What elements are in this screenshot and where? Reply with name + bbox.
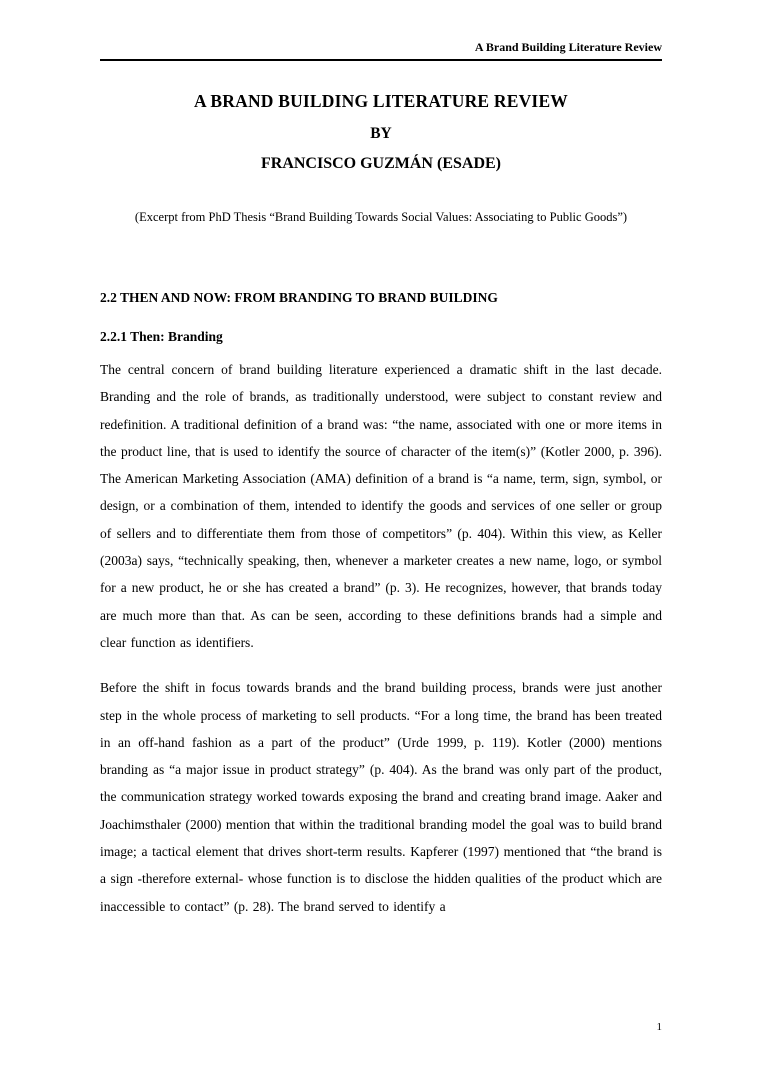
page-header [100,40,662,61]
paragraph-then-branding-1: The central concern of brand building literature experienced a dramatic shift in the last decade. Branding and the role of brands, as traditionally understood, were subject to constant review and redefinition. A traditional definition of a brand was: “the name, associated with one or more items in the product line, that is used to identify the source of character of the item(s)” (Kotler 2000, p. 396). The American Marketing Association (AMA) definition of a brand is “a name, term, sign, symbol, or design, or a combination of them, intended to identify the goods and services of one seller or group of sellers and to differentiate them from those of competitors” (p. 404). Within this view, as Keller (2003a) says, “technically speaking, then, whenever a marketer creates a new name, logo, or symbol for a new product, he or she has created a brand” (p. 3). He recognizes, however, that brands today are much more than that. As can be seen, according to these definitions brands had a simple and clear function as identifiers. [100,362,662,650]
document-title: A BRAND BUILDING LITERATURE REVIEW [193,91,569,111]
excerpt-note: (Excerpt from PhD Thesis “Brand Building Towards Social Values: Associating to Public Goods”) [134,210,628,224]
running-header-title: A Brand Building Literature Review [474,40,662,54]
subsection-heading: 2.2.1 Then: Branding [100,329,223,344]
title-block [100,91,662,173]
paragraph-then-branding-2: Before the shift in focus towards brands and the brand building process, brands were just another step in the whole process of marketing to sell products. “For a long time, the brand has been treated in an off-hand fashion as a part of the product” (Urde 1999, p. 119). Kotler (2000) mentions branding as “a major issue in product strategy” (p. 404). As the brand was only part of the product, the communication strategy worked towards exposing the brand and creating brand image. Aaker and Joachimsthaler (2000) mention that within the traditional branding model the goal was to build brand image; a tactical element that drives short-term results. Kapferer (1997) mentioned that “the brand is a sign -therefore external- whose function is to disclose the hidden qualities of the product which are inaccessible to contact” (p. 28). The brand served to identify a [100,680,662,914]
header-rule [100,59,662,61]
section-heading: 2.2 THEN AND NOW: FROM BRANDING TO BRAND BUILDING [100,290,498,305]
byline-by: BY [370,125,392,142]
page-number: 1 [656,1021,662,1033]
author-name: FRANCISCO GUZMÁN (ESADE) [260,155,501,172]
